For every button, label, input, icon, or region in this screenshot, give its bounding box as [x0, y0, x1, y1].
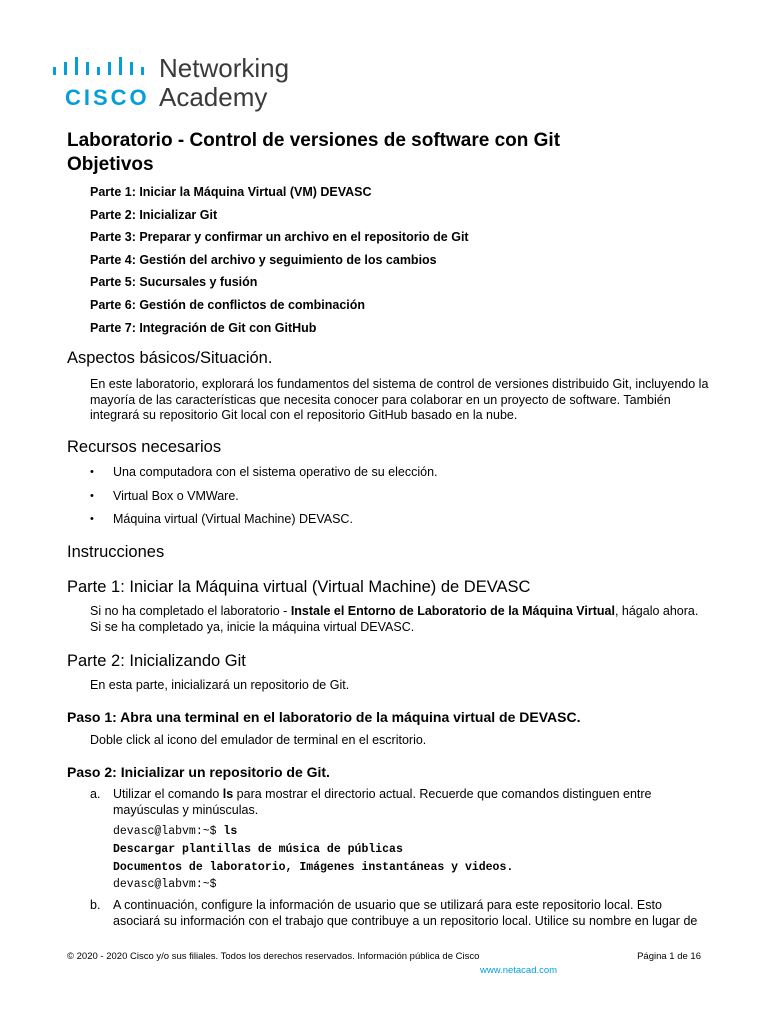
resource-item [90, 464, 438, 488]
step2-item-a [90, 787, 710, 818]
objective-item: Parte 5: Sucursales y fusión [90, 275, 258, 290]
code-line: devasc@labvm:~$ ls [113, 825, 238, 838]
step1-text: Doble click al icono del emulador de terminal en el escritorio. [90, 733, 427, 747]
instructions-heading: Instrucciones [67, 543, 165, 561]
terminal-output [113, 823, 513, 894]
objective-item: Parte 4: Gestión del archivo y seguimiento de los cambios [90, 252, 437, 267]
step2-heading: Paso 2: Inicializar un repositorio de Git. [67, 764, 330, 780]
resources-list [90, 464, 438, 535]
ls-command: ls [222, 787, 234, 801]
resource-item-text: Máquina virtual (Virtual Machine) DEVASC. [113, 512, 353, 526]
cisco-networking-academy-logo [53, 55, 313, 115]
bullet-icon: • [90, 489, 94, 502]
step1-heading: Paso 1: Abra una terminal en el laboratorio de la máquina virtual de DEVASC. [67, 709, 581, 725]
resource-item [90, 488, 438, 512]
resource-item-text: Virtual Box o VMWare. [113, 488, 239, 503]
objective-item: Parte 7: Integración de Git con GitHub [90, 320, 317, 335]
code-line: Descargar plantillas de música de públicas [113, 842, 403, 856]
part1-lab-link: Instale el Entorno de Laboratorio de la Máquina Virtual [290, 604, 615, 618]
step2-item-b [90, 898, 710, 929]
resources-heading: Recursos necesarios [67, 438, 222, 456]
code-line: devasc@labvm:~$ [113, 878, 217, 892]
part2-text: En esta parte, inicializará un repositorio de Git. [90, 678, 350, 692]
objectives-heading: Objetivos [67, 154, 154, 175]
objective-item: Parte 3: Preparar y confirmar un archivo en el repositorio de Git [90, 230, 469, 245]
bullet-icon: • [90, 513, 94, 525]
objective-item: Parte 2: Inicializar Git [90, 207, 218, 222]
cisco-bridge-logo-icon [53, 55, 153, 81]
item-a-text: Utilizar el comando ls para mostrar el directorio actual. Recuerde que comandos distinguen entre mayúsculas y minúsculas. [113, 787, 652, 817]
background-text: En este laboratorio, explorará los fundamentos del sistema de control de versiones distribuido Git, incluyendo la mayoría de las características que necesita conocer para colaborar en un proyecto de software. También integrará su repositorio Git local con el repositorio GitHub basado en la nube. [90, 377, 709, 422]
document-title: Laboratorio - Control de versiones de software con Git [67, 130, 561, 151]
brand-networking: Networking [159, 53, 290, 83]
bullet-icon: • [90, 466, 94, 478]
cisco-wordmark: CISCO [65, 85, 150, 110]
background-heading: Aspectos básicos/Situación. [67, 349, 273, 367]
objective-item: Parte 6: Gestión de conflictos de combinación [90, 297, 366, 312]
objective-item: Parte 1: Iniciar la Máquina Virtual (VM) DEVASC [90, 185, 372, 199]
part1-text: Si no ha completado el laboratorio - Instale el Entorno de Laboratorio de la Máquina Virtual, hágalo ahora. Si se ha completado ya, inicie la máquina virtual DEVASC. [90, 604, 699, 634]
item-marker: a. [90, 787, 101, 801]
resource-item [90, 511, 438, 535]
page-number: Página 1 de 16 [637, 951, 701, 962]
item-b-text: A continuación, configure la información de usuario que se utilizará para este repositorio local. Esto asociará su información con el trabajo que contribuye a un repositorio local. Utilice su nombre en lugar de [113, 898, 698, 928]
item-marker: b. [90, 898, 101, 912]
part2-heading: Parte 2: Inicializando Git [67, 652, 246, 670]
netacad-link[interactable]: www.netacad.com [480, 965, 558, 976]
objectives-list [90, 184, 469, 342]
footer-copyright: © 2020 - 2020 Cisco y/o sus filiales. Todos los derechos reservados. Información pública de Cisco [67, 951, 480, 962]
brand-academy: Academy [159, 82, 268, 112]
part1-heading: Parte 1: Iniciar la Máquina virtual (Virtual Machine) de DEVASC [67, 578, 531, 596]
code-line: Documentos de laboratorio, Imágenes instantáneas y videos. [113, 860, 514, 874]
resource-item-text: Una computadora con el sistema operativo de su elección. [113, 465, 438, 479]
